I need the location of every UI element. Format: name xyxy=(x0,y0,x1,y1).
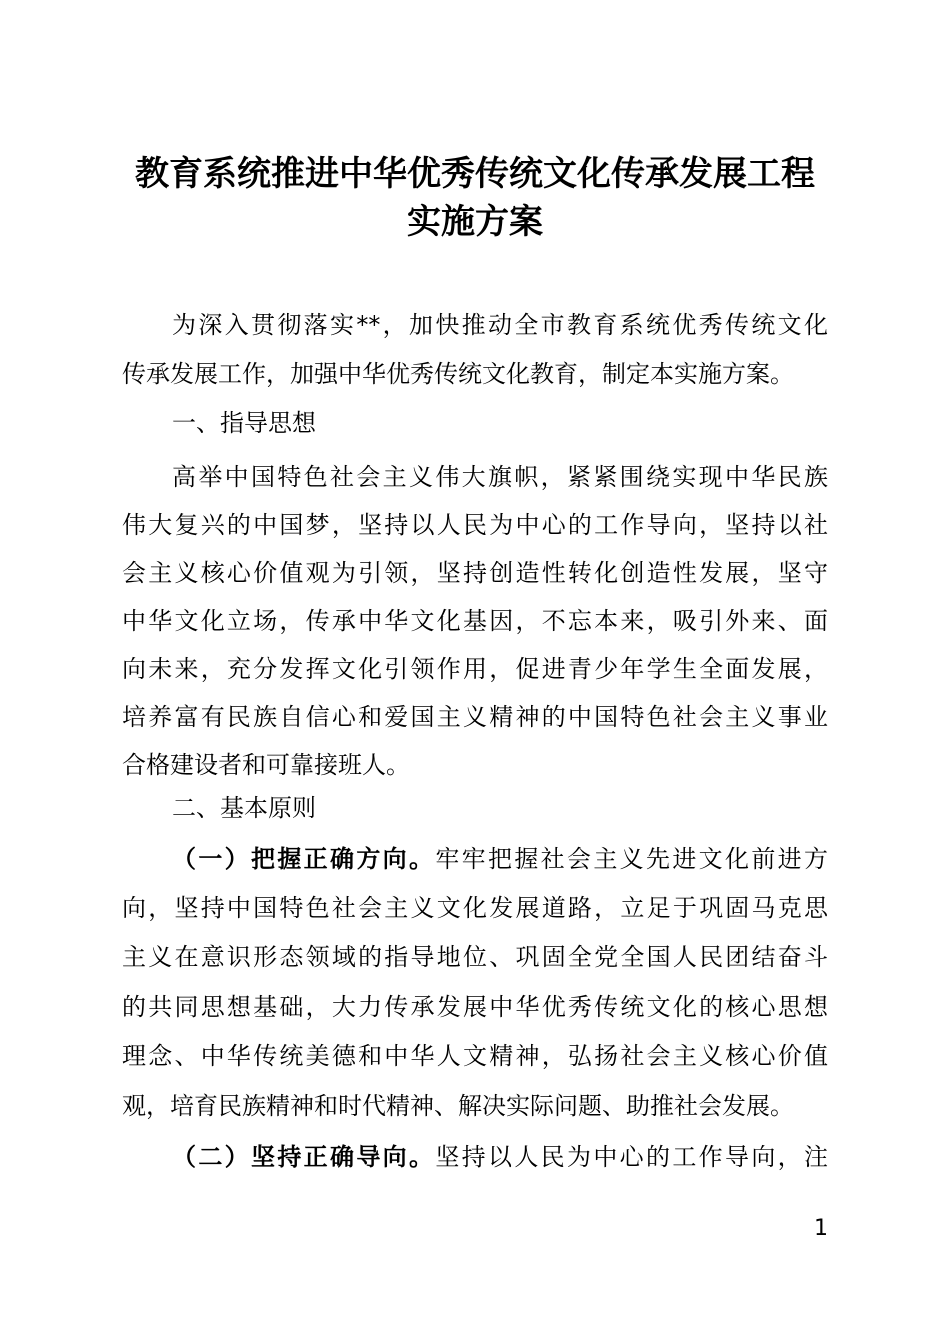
principle2-first-line xyxy=(172,1141,828,1173)
document-title-line2: 实施方案 xyxy=(407,202,543,242)
principle1-line: 主义在意识形态领域的指导地位、巩固全党全国人民团结奋斗 xyxy=(122,943,828,971)
principle1-line: 理念、中华传统美德和中华人文精神，弘扬社会主义核心价值 xyxy=(122,1042,828,1070)
principle1-first-text: 牢牢把握社会主义先进文化前进方 xyxy=(435,845,828,873)
page-number: 1 xyxy=(814,1216,828,1241)
principle2-bold-heading: （二）坚持正确导向。 xyxy=(172,1143,436,1171)
principle1-first-line xyxy=(172,843,828,875)
principle1-line: 观，培育民族精神和时代精神、解决实际问题、助推社会发展。 xyxy=(122,1092,794,1120)
section1-body-line: 伟大复兴的中国梦，坚持以人民为中心的工作导向，坚持以社 xyxy=(122,511,828,539)
principle2-first-text: 坚持以人民为中心的工作导向，注 xyxy=(435,1143,828,1171)
section1-heading: 一、指导思想 xyxy=(172,409,316,437)
section1-body-line: 合格建设者和可靠接班人。 xyxy=(122,751,410,779)
section1-body-line: 会主义核心价值观为引领，坚持创造性转化创造性发展，坚守 xyxy=(122,559,828,587)
section1-body-line: 中华文化立场，传承中华文化基因，不忘本来，吸引外来、面 xyxy=(122,607,828,635)
section2-heading: 二、基本原则 xyxy=(172,794,316,822)
intro-line: 传承发展工作，加强中华优秀传统文化教育，制定本实施方案。 xyxy=(122,360,794,388)
document-title-line1: 教育系统推进中华优秀传统文化传承发展工程 xyxy=(135,154,815,194)
section1-body-line: 培养富有民族自信心和爱国主义精神的中国特色社会主义事业 xyxy=(122,703,828,731)
intro-line: 为深入贯彻落实**，加快推动全市教育系统优秀传统文化 xyxy=(172,311,828,339)
principle1-bold-heading: （一）把握正确方向。 xyxy=(172,845,436,873)
section1-body-line: 高举中国特色社会主义伟大旗帜，紧紧围绕实现中华民族 xyxy=(172,463,828,491)
principle1-line: 向，坚持中国特色社会主义文化发展道路，立足于巩固马克思 xyxy=(122,894,828,922)
principle1-line: 的共同思想基础，大力传承发展中华优秀传统文化的核心思想 xyxy=(122,993,828,1021)
section1-body-line: 向未来，充分发挥文化引领作用，促进青少年学生全面发展， xyxy=(122,655,828,683)
